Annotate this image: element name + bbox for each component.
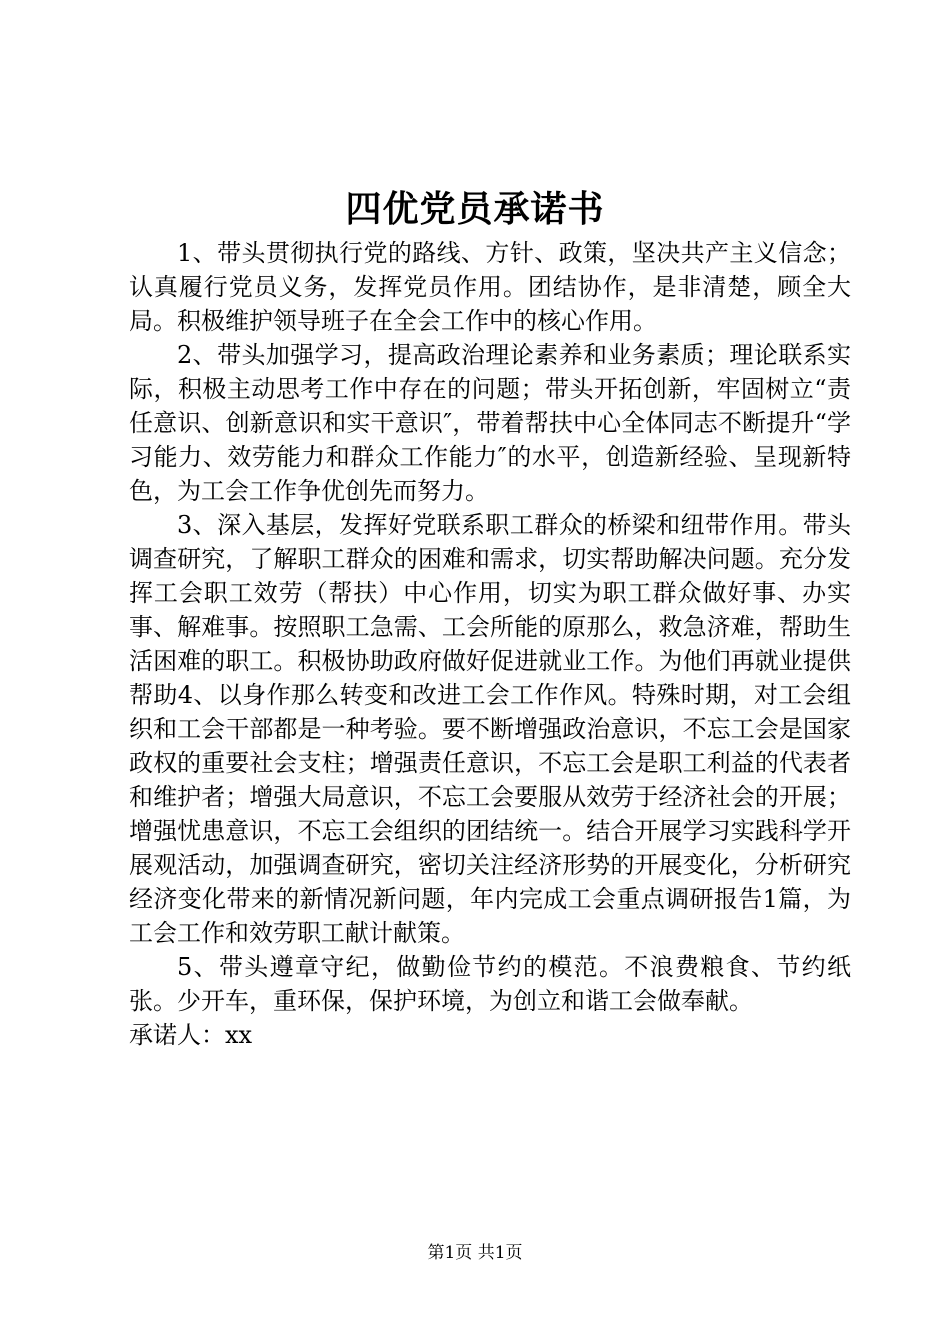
paragraph-3: 3、深入基层，发挥好党联系职工群众的桥梁和纽带作用。带头调查研究，了解职工群众的困难和需求，切实帮助解决问题。充分发挥工会职工效劳（帮扶）中心作用，切实为职工群众做好事、办实事、解难事。按照职工急需、工会所能的原那么，救急济难，帮助生活困难的职工。积极协助政府做好促进就业工作。为他们再就业提供帮助4、以身作那么转变和改进工会工作作风。特殊时期，对工会组织和工会干部都是一种考验。要不断增强政治意识，不忘工会是国家政权的重要社会支柱；增强责任意识，不忘工会是职工利益的代表者和维护者；增强大局意识，不忘工会要服从效劳于经济社会的开展；增强忧患意识，不忘工会组织的团结统一。结合开展学习实践科学开展观活动，加强调查研究，密切关注经济形势的开展变化，分析研究经济变化带来的新情况新问题，年内完成工会重点调研报告1篇，为工会工作和效劳职工献计献策。: [129, 511, 851, 947]
paragraph-2: 2、带头加强学习，提高政治理论素养和业务素质；理论联系实际，积极主动思考工作中存在的问题；带头开拓创新，牢固树立“责任意识、创新意识和实干意识″，带着帮扶中心全体同志不断提升“学习能力、效劳能力和群众工作能力″的水平，创造新经验、呈现新特色，为工会工作争优创先而努力。: [129, 341, 851, 505]
signer-line: 承诺人：xx: [129, 1021, 253, 1049]
page-footer: 第1页 共1页: [427, 1243, 523, 1263]
document-body: [129, 236, 851, 1052]
paragraph-5: 5、带头遵章守纪，做勤俭节约的模范。不浪费粮食、节约纸张。少开车，重环保，保护环境，为创立和谐工会做奉献。: [129, 953, 851, 1015]
document-title: 四优党员承诺书: [345, 188, 605, 230]
paragraph-1: 1、带头贯彻执行党的路线、方针、政策，坚决共产主义信念；认真履行党员义务，发挥党员作用。团结协作，是非清楚，顾全大局。积极维护领导班子在全会工作中的核心作用。: [129, 239, 851, 335]
